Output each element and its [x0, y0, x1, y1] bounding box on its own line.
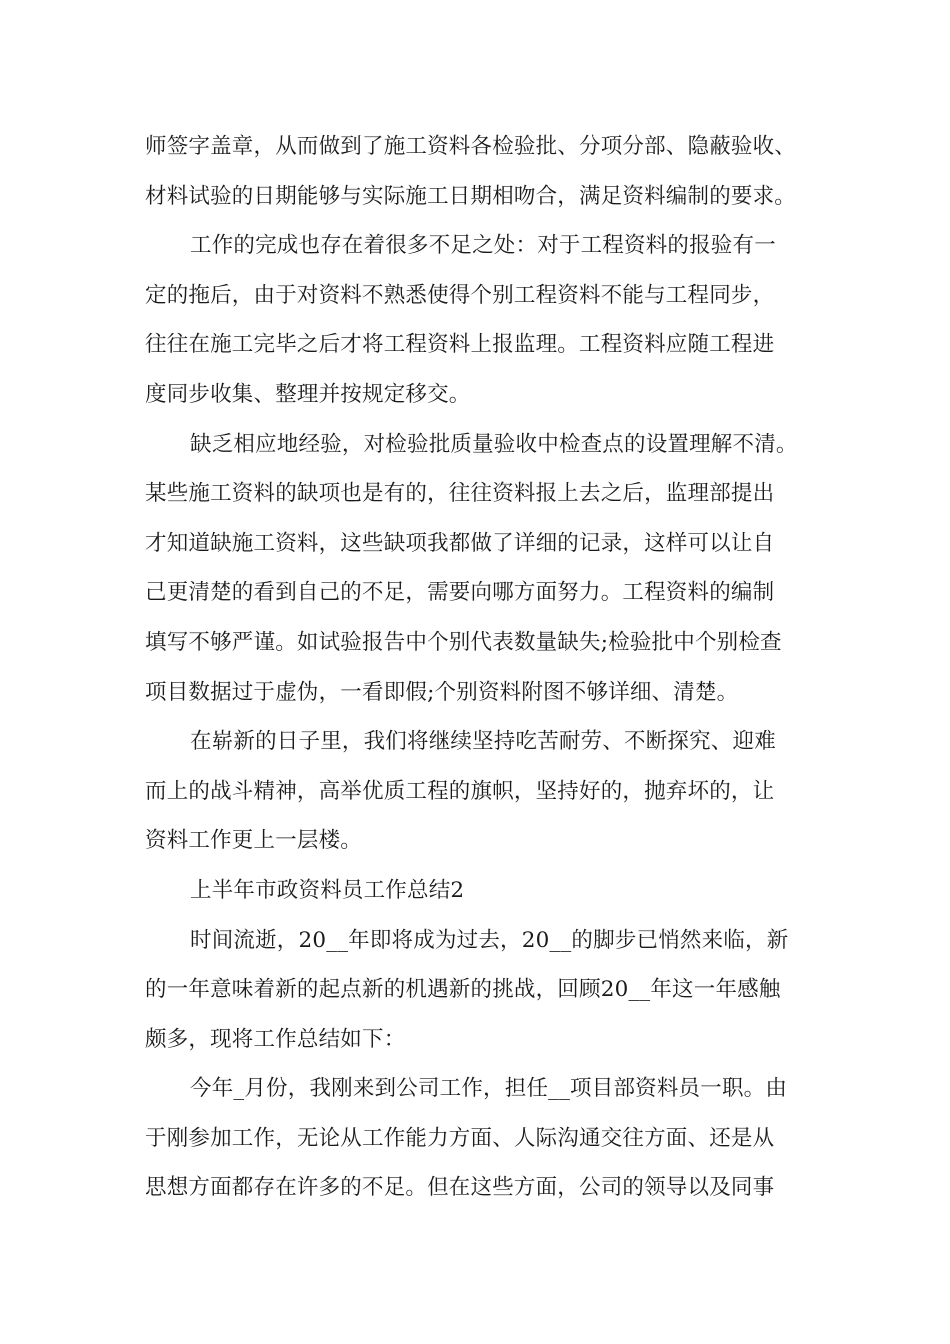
text-line-4: 定的拖后，由于对资料不熟悉使得个别工程资料不能与工程同步，	[145, 282, 775, 308]
text-line-20: 今年_月份，我刚来到公司工作，担任__项目部资料员一职。由	[190, 1076, 788, 1102]
text-line-1: 师签字盖章，从而做到了施工资料各检验批、分项分部、隐蔽验收、	[145, 134, 797, 159]
text-line-11: 填写不够严谨。如试验报告中个别代表数量缺失;检验批中个别检查	[145, 629, 782, 655]
text-line-19: 颇多，现将工作总结如下：	[145, 1026, 406, 1052]
text-line-18: 的一年意味着新的起点新的机遇新的挑战，回顾20__年这一年感触	[145, 977, 781, 1003]
text-line-5: 往往在施工完毕之后才将工程资料上报监理。工程资料应随工程进	[145, 332, 775, 358]
text-line-12: 项目数据过于虚伪，一看即假;个别资料附图不够详细、清楚。	[145, 679, 739, 705]
text-line-10: 己更清楚的看到自己的不足，需要向哪方面努力。工程资料的编制	[145, 580, 775, 606]
text-line-3: 工作的完成也存在着很多不足之处：对于工程资料的报验有一	[190, 233, 776, 259]
text-line-13: 在崭新的日子里，我们将继续坚持吃苦耐劳、不断探究、迎难	[190, 729, 776, 755]
section-heading: 上半年市政资料员工作总结2	[190, 877, 465, 903]
text-line-15: 资料工作更上一层楼。	[145, 828, 363, 854]
document-body	[145, 127, 835, 1218]
text-line-17: 时间流逝，20__年即将成为过去，20__的脚步已悄然来临，新	[190, 927, 789, 953]
text-line-21: 于刚参加工作，无论从工作能力方面、人际沟通交往方面、还是从	[145, 1125, 775, 1151]
text-line-22: 思想方面都存在许多的不足。但在这些方面，公司的领导以及同事	[145, 1175, 775, 1201]
text-line-9: 才知道缺施工资料，这些缺项我都做了详细的记录，这样可以让自	[145, 530, 775, 556]
text-line-2: 材料试验的日期能够与实际施工日期相吻合，满足资料编制的要求。	[145, 183, 797, 209]
text-line-8: 某些施工资料的缺项也是有的，往往资料报上去之后，监理部提出	[145, 481, 775, 507]
text-line-7: 缺乏相应地经验，对检验批质量验收中检查点的设置理解不清。	[190, 431, 798, 457]
text-line-6: 度同步收集、整理并按规定移交。	[145, 381, 471, 407]
text-line-14: 而上的战斗精神，高举优质工程的旗帜，坚持好的，抛弃坏的，让	[145, 778, 775, 804]
